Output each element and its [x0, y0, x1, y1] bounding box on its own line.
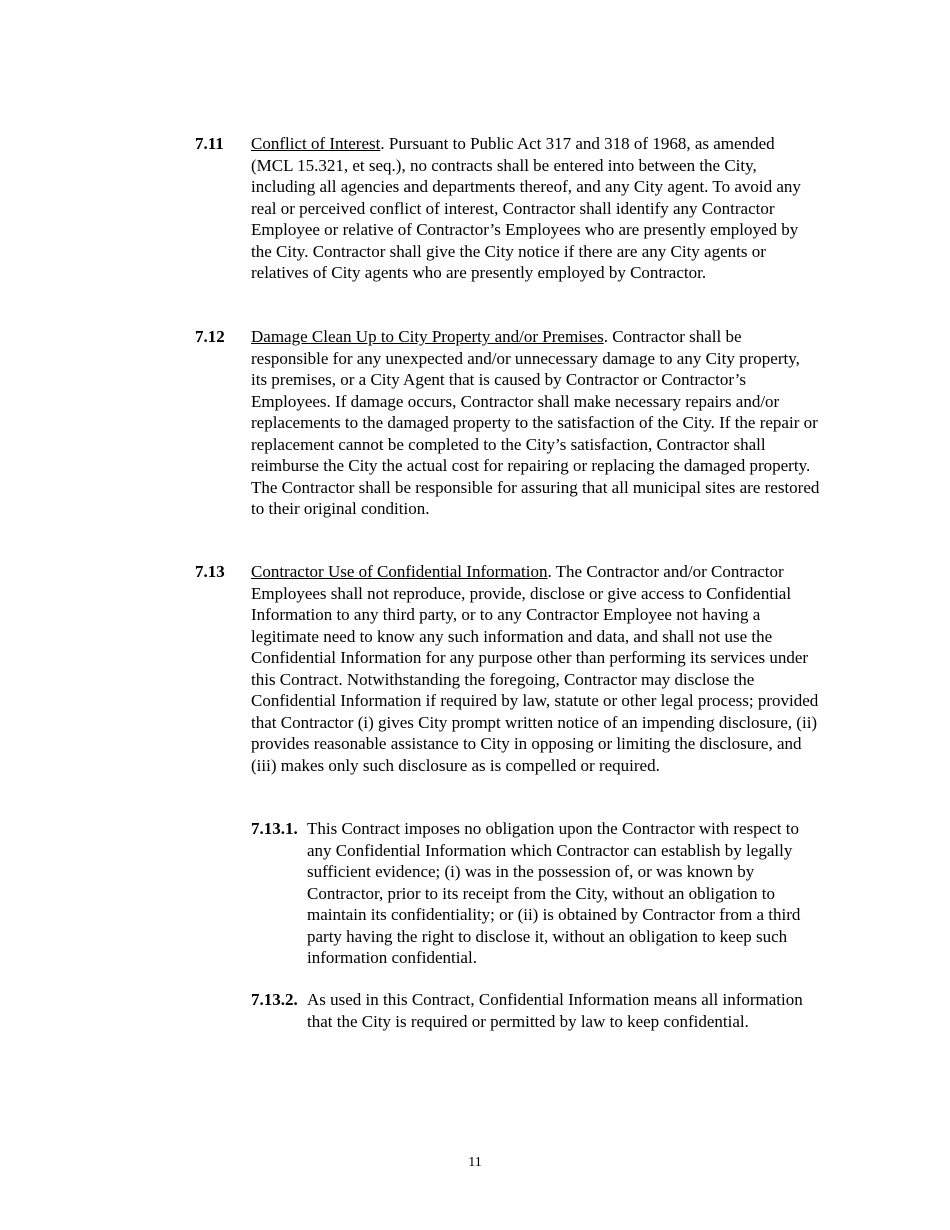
- subsection-text: This Contract imposes no obligation upon the Contractor with respect to any Confidential Information which Contractor can establish by legally sufficient evidence; (i) was in the possession of, or was known by Contractor, prior to its receipt from the City, without an obligation to maintain its confidentiality; or (ii) is obtained by Contractor from a third party having the right to disclose it, without an obligation to keep such information confidential.: [307, 819, 801, 967]
- subsection-7-13-1: [251, 818, 820, 969]
- section-7-12: [195, 326, 820, 520]
- page-number: 11: [468, 1155, 482, 1170]
- section-body: [251, 133, 820, 284]
- section-heading: Conflict of Interest: [251, 134, 381, 153]
- section-number: 7.13: [195, 562, 225, 581]
- section-text: . Pursuant to Public Act 317 and 318 of 1968, as amended (MCL 15.321, et seq.), no contracts shall be entered into between the City, including all agencies and departments thereof, and any City agent. To avoid any real or perceived conflict of interest, Contractor shall identify any Contractor Employee or relative of Contractor’s Employees who are presently employed by the City. Contractor shall give the City notice if there are any City agents or relatives of City agents who are presently employed by Contractor.: [251, 134, 801, 282]
- subsection-7-13-2: [251, 989, 820, 1032]
- subsection-number: 7.13.2.: [251, 990, 298, 1009]
- subsection-number: 7.13.1.: [251, 819, 298, 838]
- section-7-13: [195, 561, 820, 776]
- section-heading: Damage Clean Up to City Property and/or Premises: [251, 327, 604, 346]
- section-body: [251, 561, 820, 776]
- section-body: [251, 326, 820, 520]
- section-7-11: [195, 133, 820, 284]
- subsection-text: As used in this Contract, Confidential Information means all information that the City is required or permitted by law to keep confidential.: [307, 990, 803, 1031]
- section-text: . The Contractor and/or Contractor Employees shall not reproduce, provide, disclose or give access to Confidential Information to any third party, or to any Contractor Employee not having a legitimate need to know any such information and data, and shall not use the Confidential Information for any purpose other than performing its services under this Contract. Notwithstanding the foregoing, Contractor may disclose the Confidential Information if required by law, statute or other legal process; provided that Contractor (i) gives City prompt written notice of an impending disclosure, (ii) provides reasonable assistance to City in opposing or limiting the disclosure, and (iii) makes only such disclosure as is compelled or required.: [251, 562, 819, 775]
- section-number: 7.11: [195, 134, 224, 153]
- section-heading: Contractor Use of Confidential Information: [251, 562, 548, 581]
- section-number: 7.12: [195, 327, 225, 346]
- section-text: . Contractor shall be responsible for any unexpected and/or unnecessary damage to any City property, its premises, or a City Agent that is caused by Contractor or Contractor’s Employees. If damage occurs, Contractor shall make necessary repairs and/or replacements to the damaged property to the satisfaction of the City. If the repair or replacement cannot be completed to the City’s satisfaction, Contractor shall reimburse the City the actual cost for repairing or replacing the damaged property. The Contractor shall be responsible for assuring that all municipal sites are restored to their original condition.: [251, 327, 820, 518]
